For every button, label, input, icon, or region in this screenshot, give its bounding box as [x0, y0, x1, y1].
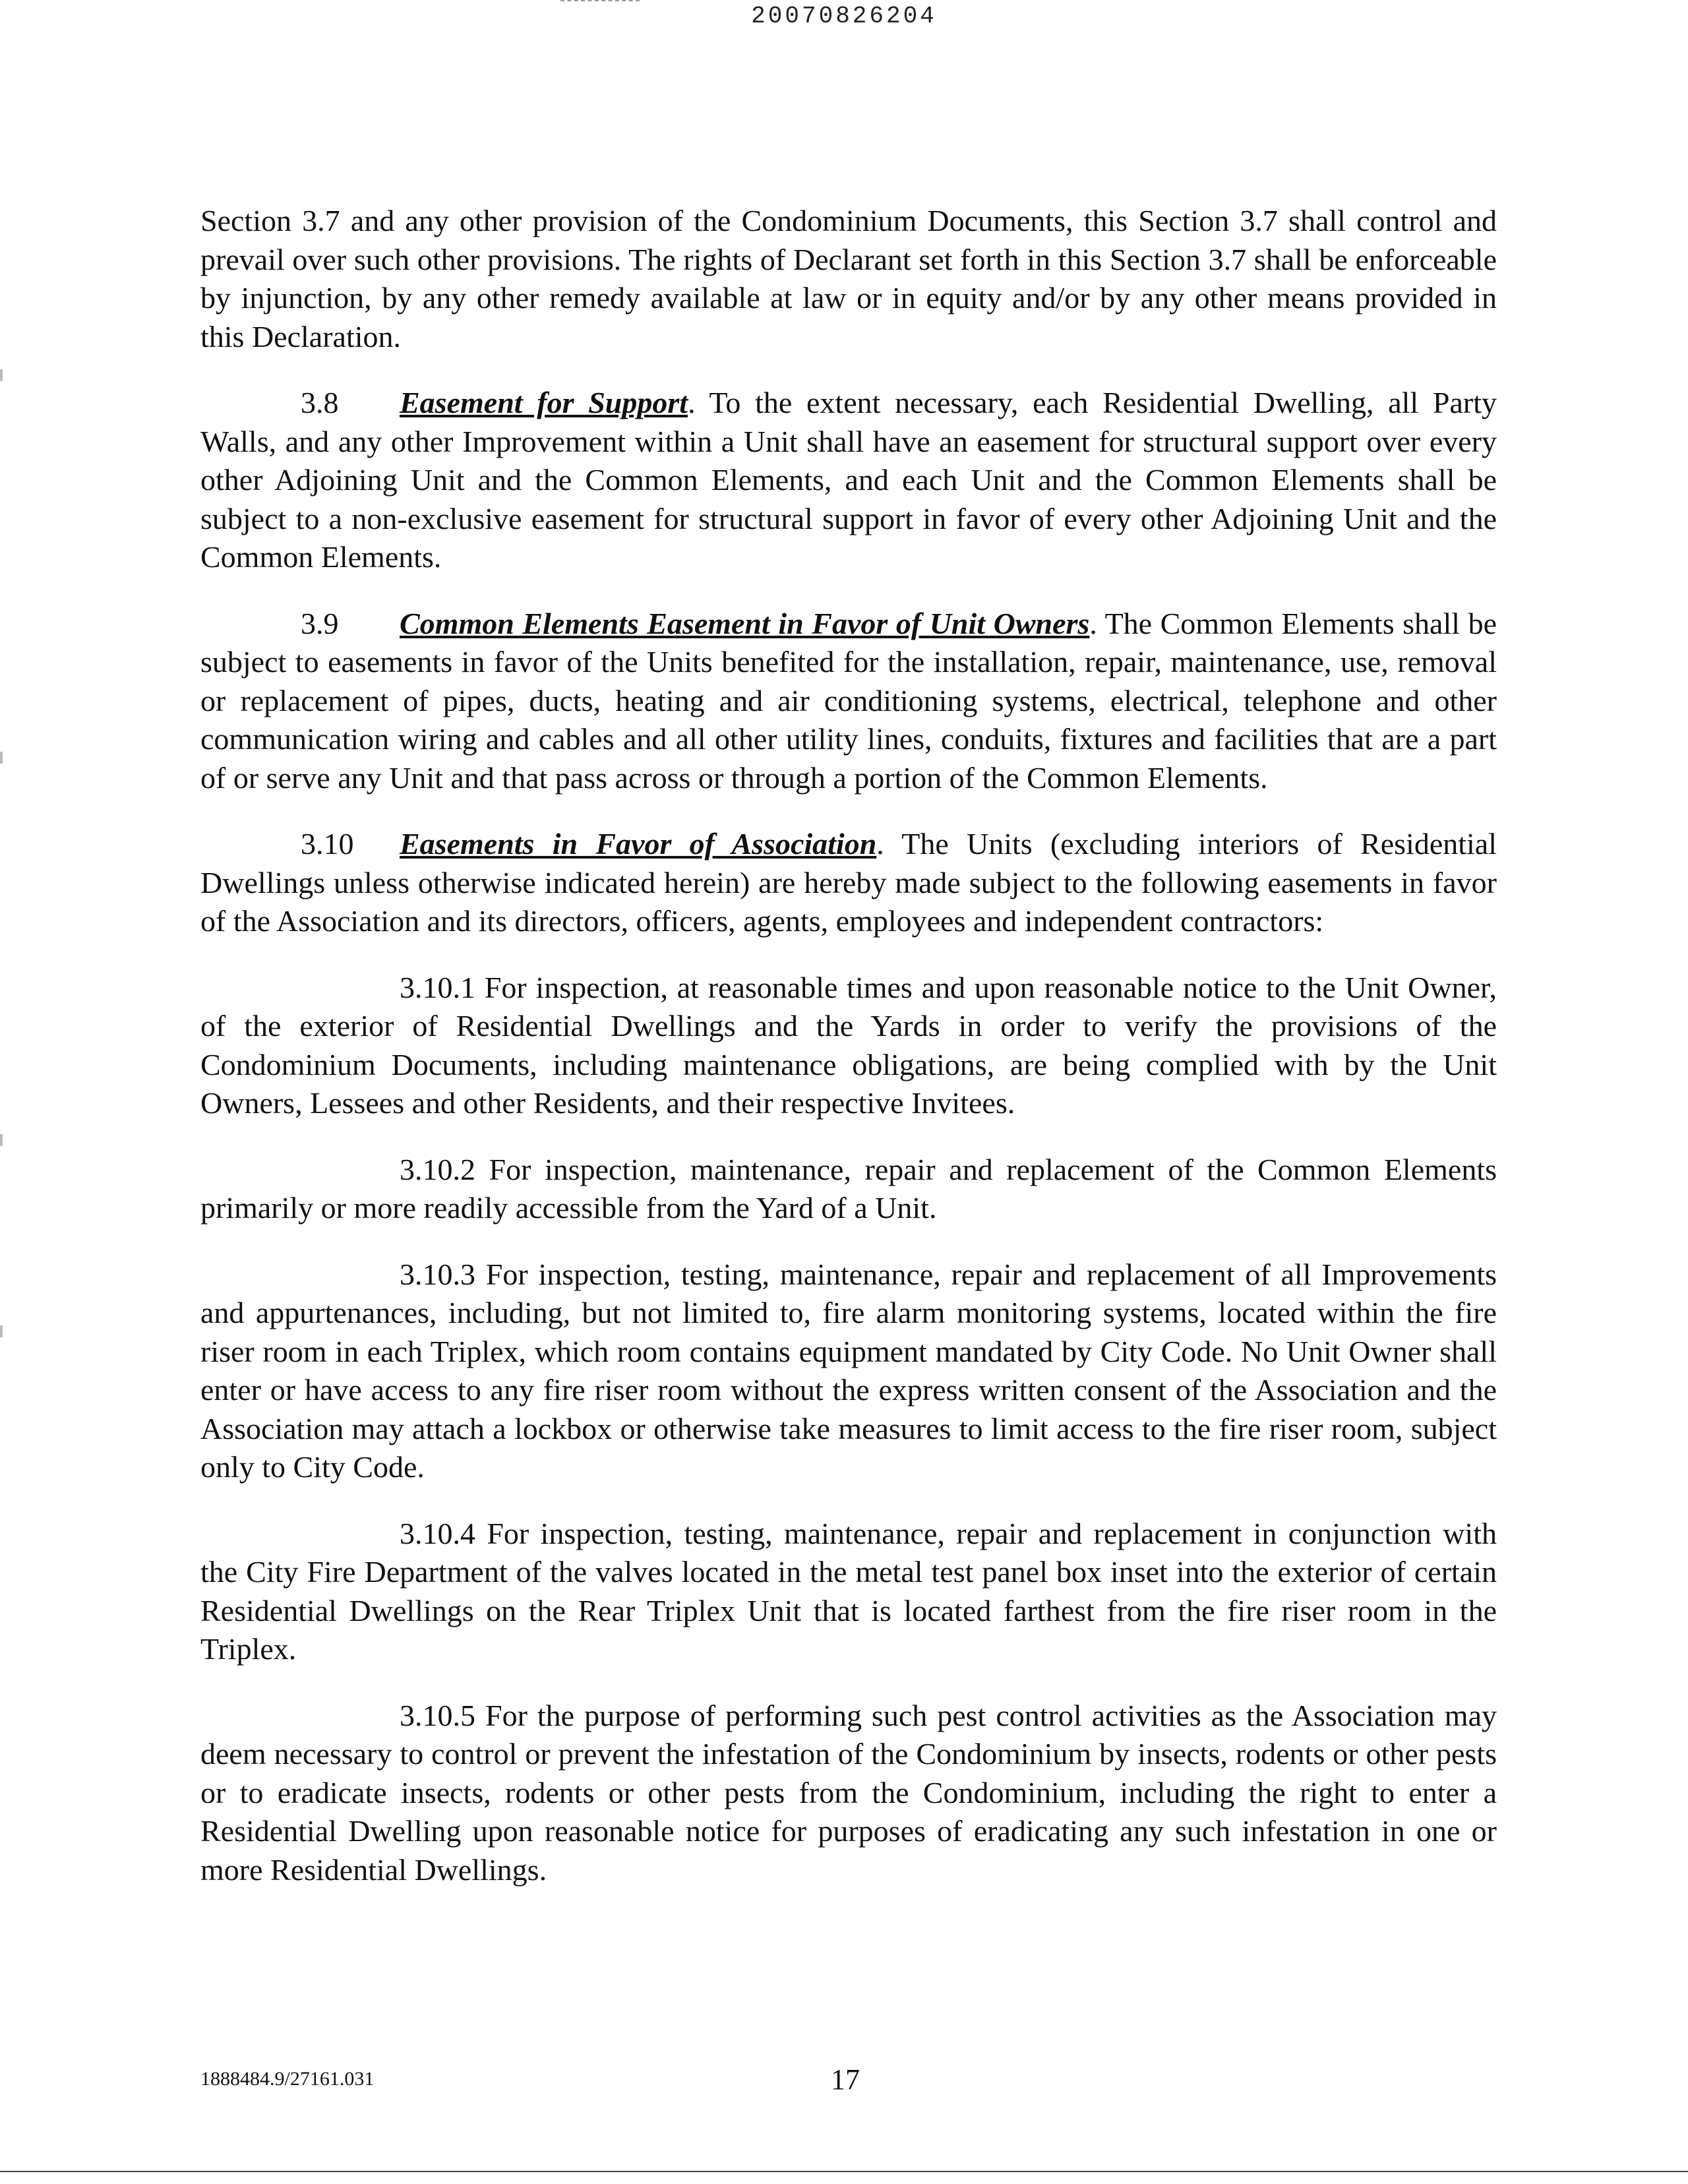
- scan-edge-mark: [0, 369, 3, 381]
- section-number: 3.8: [301, 386, 339, 419]
- scan-edge-mark: [0, 1325, 3, 1337]
- paragraph-section-3-7-continued: Section 3.7 and any other provision of the Condominium Documents, this Section 3.7 shall control and prevail over such other provisions. The rights of Declarant set forth in this Section 3.7 shall be enforceable by injunction, by any other remedy available at law or in equity and/or by any other means provided in this Declaration.: [200, 204, 1497, 353]
- paragraph-section-3-10-4: 3.10.4 For inspection, testing, maintenance, repair and replacement in conjunction with the City Fire Department of the valves located in the metal test panel box inset into the exterior of certain Residential Dwellings on the Rear Triplex Unit that is located farthest from the fire riser room in the Triplex.: [200, 1516, 1497, 1666]
- section-number: 3.9: [301, 606, 339, 640]
- paragraph-section-3-10: [200, 825, 1497, 941]
- paragraph-section-3-10-1: 3.10.1 For inspection, at reasonable times and upon reasonable notice to the Unit Owner, of the exterior of Residential Dwellings and the Yards in order to verify the provisions of the Condominium Documents, including maintenance obligations, are being complied with by the Unit Owners, Lessees and other Residents, and their respective Invitees.: [200, 970, 1497, 1120]
- document-id: 1888484.9/27161.031: [200, 2068, 375, 2090]
- section-heading: Easements in Favor of Association: [400, 827, 877, 861]
- recording-number: 20070826204: [751, 3, 937, 30]
- section-number: 3.10: [301, 827, 354, 861]
- paragraph-section-3-10-3: 3.10.3 For inspection, testing, maintenance, repair and replacement of all Improvements and appurtenances, including, but not limited to, fire alarm monitoring systems, located within the fire riser room in each Triplex, which room contains equipment mandated by City Code. No Unit Owner shall enter or have access to any fire riser room without the express written consent of the Association and the Association may attach a lockbox or otherwise take measures to limit access to the fire riser room, subject only to City Code.: [200, 1257, 1497, 1484]
- scan-edge-mark: [0, 1134, 3, 1146]
- page-bottom-divider: [0, 2171, 1688, 2172]
- section-heading: Easement for Support: [400, 386, 688, 419]
- paragraph-section-3-10-5: 3.10.5 For the purpose of performing such pest control activities as the Association may deem necessary to control or prevent the infestation of the Condominium by insects, rodents or other pests or to eradicate insects, rodents or other pests from the Condominium, including the right to enter a Residential Dwelling upon reasonable notice for purposes of eradicating any such infestation in one or more Residential Dwellings.: [200, 1698, 1497, 1887]
- paragraph-section-3-10-2: 3.10.2 For inspection, maintenance, repair and replacement of the Common Elements primarily or more readily accessible from the Yard of a Unit.: [200, 1152, 1497, 1225]
- page-number: 17: [831, 2063, 860, 2096]
- section-body: . To the extent necessary, each Residential Dwelling, all Party Walls, and any other Improvement within a Unit shall have an easement for structural support over every other Adjoining Unit and the Common Elements, and each Unit and the Common Elements shall be subject to a non-exclusive easement for structural support in favor of every other Adjoining Unit and the Common Elements.: [200, 386, 1497, 574]
- paragraph-section-3-9: [200, 605, 1497, 798]
- document-body: [200, 202, 1497, 1917]
- section-heading: Common Elements Easement in Favor of Unit Owners: [400, 606, 1090, 640]
- scan-edge-mark: [0, 752, 3, 764]
- paragraph-section-3-8: [200, 384, 1497, 577]
- section-body: . The Units (excluding interiors of Residential Dwellings unless otherwise indicated herein) are hereby made subject to the following easements in favor of the Association and its directors, officers, agents, employees and independent contractors:: [200, 827, 1497, 938]
- section-body: . The Common Elements shall be subject to easements in favor of the Units benefited for the installation, repair, maintenance, use, removal or replacement of pipes, ducts, heating and air conditioning systems, electrical, telephone and other communication wiring and cables and all other utility lines, conduits, fixtures and facilities that are a part of or serve any Unit and that pass across or through a portion of the Common Elements.: [200, 606, 1497, 795]
